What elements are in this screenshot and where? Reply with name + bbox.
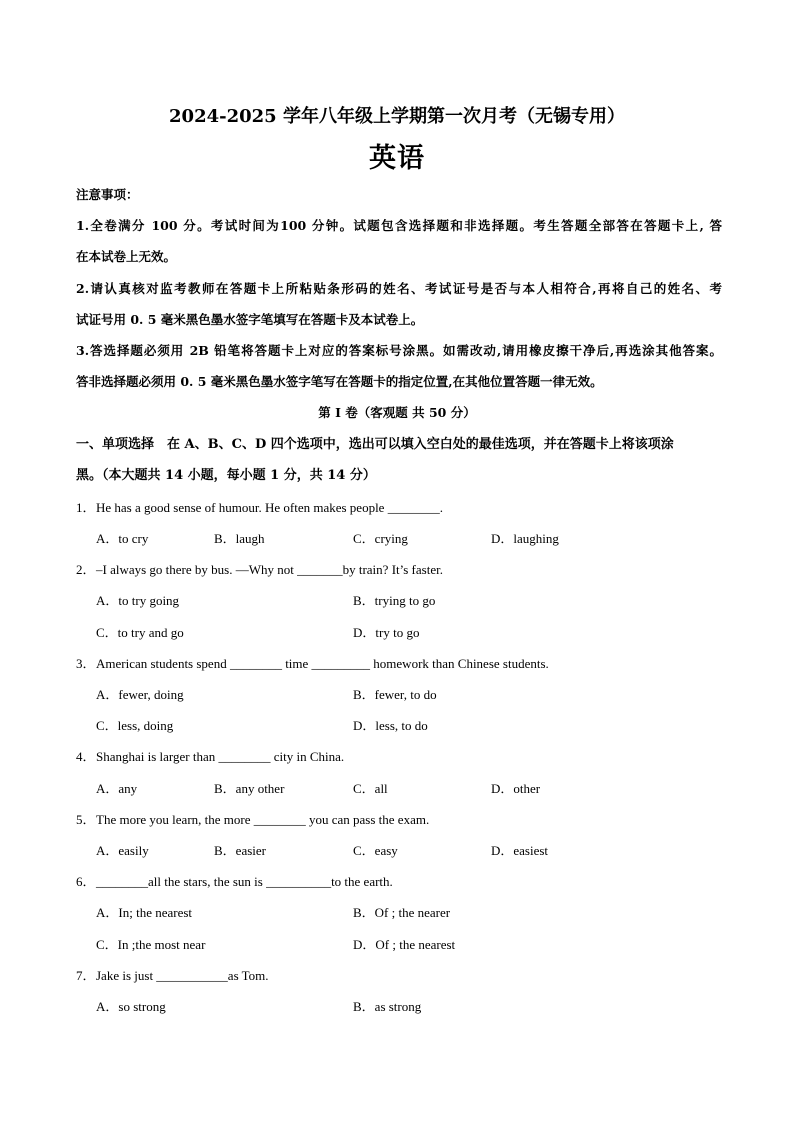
question-number: 7． — [76, 968, 96, 983]
question-7 — [76, 967, 269, 985]
option-b: B．fewer, to do — [353, 687, 437, 702]
option-c: C．In ;the most near — [96, 937, 206, 952]
question-5 — [76, 811, 429, 829]
option-c: C．to try and go — [96, 625, 184, 640]
question-4 — [76, 748, 344, 766]
option-d: D．try to go — [353, 625, 420, 640]
option-d: D．other — [491, 781, 541, 796]
exam-title: 2024-2025 学年八年级上学期第一次月考（无锡专用） — [169, 106, 625, 127]
question-number: 5． — [76, 812, 96, 827]
question-text: ________all the stars, the sun is __________to the earth. — [96, 874, 393, 889]
option-b: B．trying to go — [353, 593, 436, 608]
option-d: D．Of ; the nearest — [353, 937, 456, 952]
question-3 — [76, 655, 549, 673]
question-number: 2． — [76, 562, 96, 577]
option-c: C．easy — [353, 843, 398, 858]
question-number: 1． — [76, 500, 96, 515]
question-text: Jake is just ___________as Tom. — [96, 968, 269, 983]
option-c: C．less, doing — [96, 718, 174, 733]
subject-title: 英语 — [369, 143, 425, 174]
note-line: 2.请认真核对监考教师在答题卡上所粘贴条形码的姓名、考试证号是否与本人相符合,再将自己的姓名、考 — [76, 281, 722, 296]
option-a: A．to cry — [96, 531, 149, 546]
question-number: 4． — [76, 749, 96, 764]
note-line: 在本试卷上无效。 — [76, 249, 177, 264]
note-line: 1.全卷满分 100 分。考试时间为100 分钟。试题包含选择题和非选择题。考生答题全部答在答题卡上, 答 — [76, 218, 722, 233]
question-text: The more you learn, the more ________ you can pass the exam. — [96, 812, 430, 827]
question-text: American students spend ________ time _________ homework than Chinese students. — [96, 656, 549, 671]
question-1 — [76, 499, 443, 517]
question-6 — [76, 873, 393, 891]
question-text: –I always go there by bus. —Why not _______by train? It’s faster. — [96, 562, 443, 577]
note-line: 3.答选择题必须用 2B 铅笔将答题卡上对应的答案标号涂黑。如需改动,请用橡皮擦干净后,再选涂其他答案。 — [76, 343, 722, 358]
question-number: 3． — [76, 656, 96, 671]
question-text: Shanghai is larger than ________ city in China. — [96, 749, 345, 764]
option-c: C．crying — [353, 531, 408, 546]
option-a: A．so strong — [96, 999, 166, 1014]
option-a: A．fewer, doing — [96, 687, 184, 702]
section-instruction: 一、单项选择 在 A、B、C、D 四个选项中，选出可以填入空白处的最佳选项，并在答题卡上将该项涂 — [76, 437, 674, 452]
option-b: B．Of ; the nearer — [353, 905, 451, 920]
option-d: D．less, to do — [353, 718, 428, 733]
notes-heading: 注意事项： — [76, 187, 139, 202]
option-a: A．In; the nearest — [96, 905, 193, 920]
section-instruction: 黑。（本大题共 14 小题，每小题 1 分，共 14 分） — [76, 468, 376, 483]
question-text: He has a good sense of humour. He often makes people ________. — [96, 500, 443, 515]
option-b: B．as strong — [353, 999, 422, 1014]
option-a: A．to try going — [96, 593, 180, 608]
option-d: D．laughing — [491, 531, 559, 546]
part-heading: 第 I 卷（客观题 共 50 分） — [318, 405, 476, 420]
note-line: 答非选择题必须用 0. 5 毫米黑色墨水签字笔写在答题卡的指定位置,在其他位置答题一律无效。 — [76, 374, 603, 389]
option-b: B．easier — [214, 843, 266, 858]
option-b: B．laugh — [214, 531, 265, 546]
question-number: 6． — [76, 874, 96, 889]
option-d: D．easiest — [491, 843, 549, 858]
option-b: B．any other — [214, 781, 285, 796]
option-c: C．all — [353, 781, 388, 796]
option-a: A．easily — [96, 843, 149, 858]
option-a: A．any — [96, 781, 138, 796]
note-line: 试证号用 0. 5 毫米黑色墨水签字笔填写在答题卡及本试卷上。 — [76, 312, 424, 327]
question-2 — [76, 561, 443, 579]
